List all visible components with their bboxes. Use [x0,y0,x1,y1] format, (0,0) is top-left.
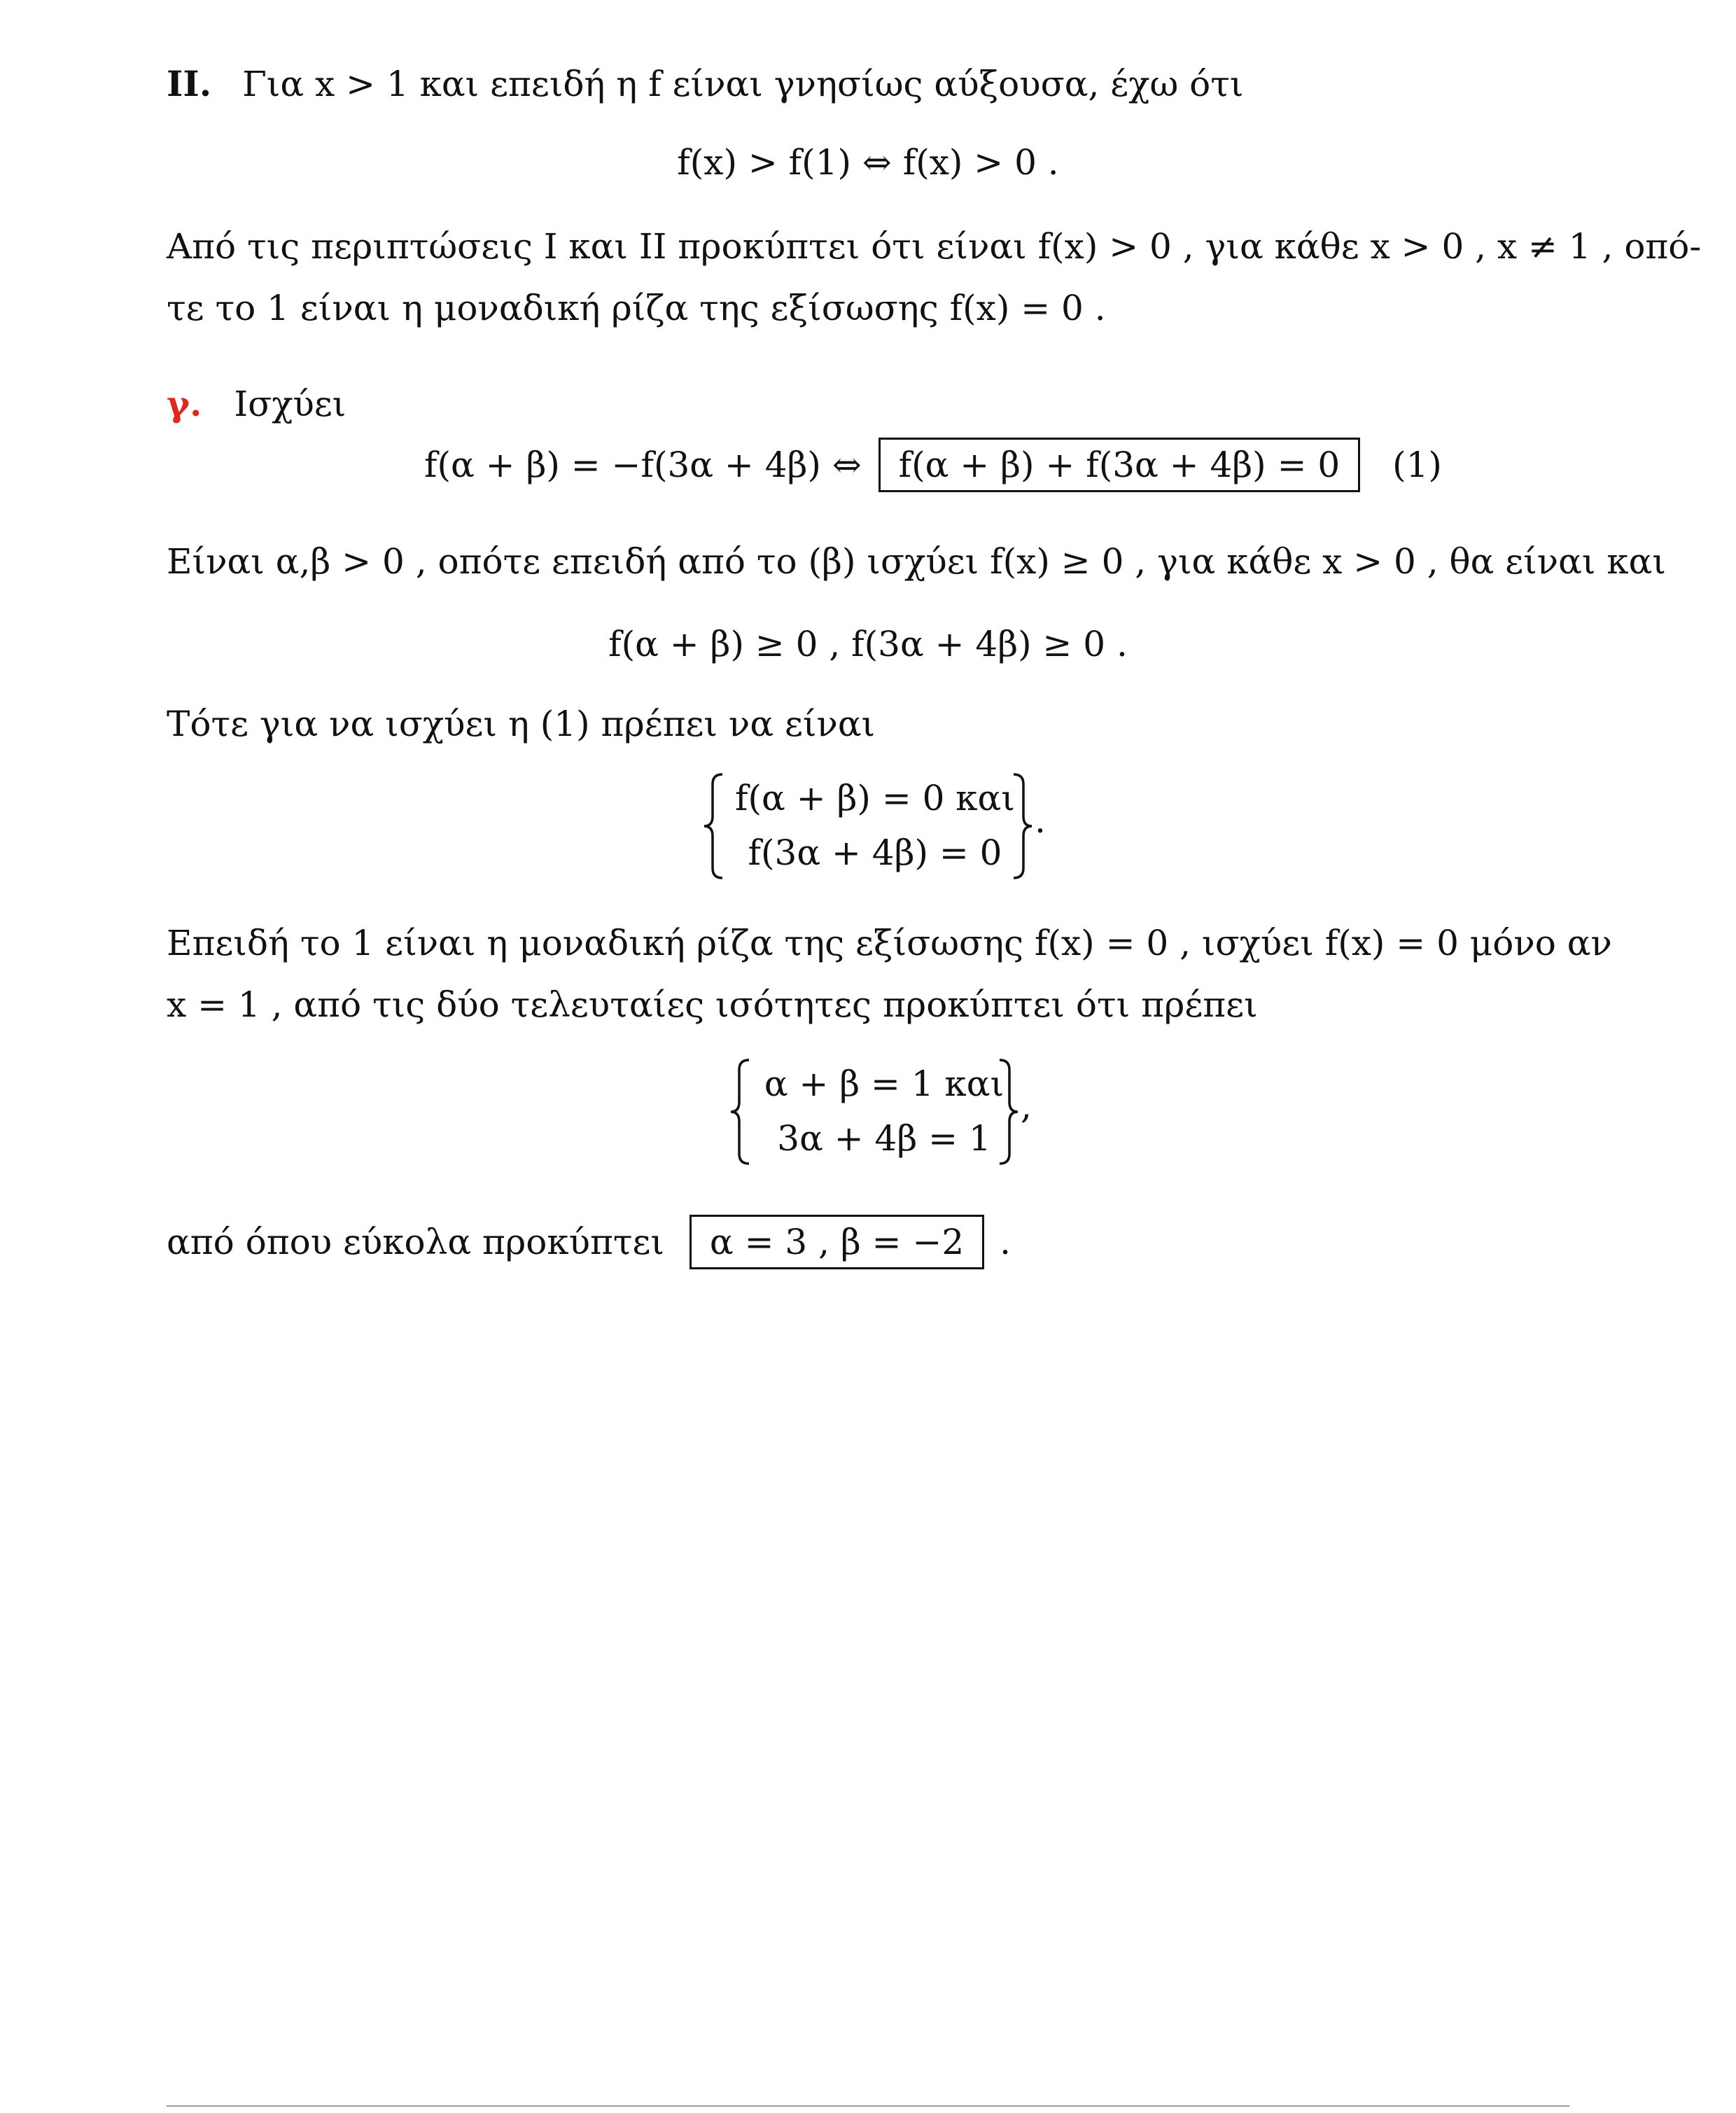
left-brace-icon [727,1056,755,1168]
part-c-intro: Ισχύει [234,384,346,424]
system-2-punct: , [1021,1086,1032,1127]
system-2-row-1: α + β = 1 και [764,1064,1004,1104]
final-line [167,1215,1011,1269]
part-c-label: γ. [167,383,202,424]
part-c-formula-1 [424,438,1442,492]
formula-left: f(α + β) = −f(3α + 4β) ⇔ [424,445,862,485]
final-boxed-answer: α = 3 , β = −2 [690,1215,984,1269]
right-brace-icon [994,1056,1022,1168]
final-punct: . [1000,1222,1011,1262]
footer-divider [167,2105,1569,2107]
equation-number: (1) [1392,445,1442,485]
part-ii-label: ΙΙ. [167,63,212,104]
system-1-row-1: f(α + β) = 0 και [735,778,1015,818]
part-c-text-3-line-2: x = 1 , από τις δύο τελευταίες ισότητες προκύπτει ότι πρέπει [167,984,1258,1025]
system-1-punct: . [1035,800,1046,841]
system-1-row-2: f(3α + 4β) = 0 [748,832,1002,873]
part-ii-line [167,62,1244,106]
part-c-text-3-line-1: Επειδή το 1 είναι η μοναδική ρίζα της εξίσωσης f(x) = 0 , ισχύει f(x) = 0 μόνο αν [167,923,1612,963]
conclusion-line-2: τε το 1 είναι η μοναδική ρίζα της εξίσωσης f(x) = 0 . [167,288,1106,328]
right-brace-icon [1008,770,1036,882]
part-ii-formula: f(x) > f(1) ⇔ f(x) > 0 . [677,142,1059,183]
part-c-heading [167,382,346,426]
final-text: από όπου εύκολα προκύπτει [167,1222,665,1262]
part-c-text-2: Τότε για να ισχύει η (1) πρέπει να είναι [167,704,876,744]
left-brace-icon [700,770,728,882]
system-2-row-2: 3α + 4β = 1 [777,1118,991,1159]
part-ii-text: Για x > 1 και επειδή η f είναι γνησίως αύξουσα, έχω ότι [242,64,1244,104]
system-1 [700,770,1064,882]
part-c-formula-2: f(α + β) ≥ 0 , f(3α + 4β) ≥ 0 . [608,624,1128,664]
system-2 [727,1056,1056,1168]
part-c-text-1: Είναι α,β > 0 , οπότε επειδή από το (β) ισχύει f(x) ≥ 0 , για κάθε x > 0 , θα είναι και [167,541,1667,582]
formula-boxed: f(α + β) + f(3α + 4β) = 0 [878,438,1361,492]
conclusion-line-1: Από τις περιπτώσεις Ι και ΙΙ προκύπτει ότι είναι f(x) > 0 , για κάθε x > 0 , x ≠ 1 , οπό- [167,226,1702,267]
